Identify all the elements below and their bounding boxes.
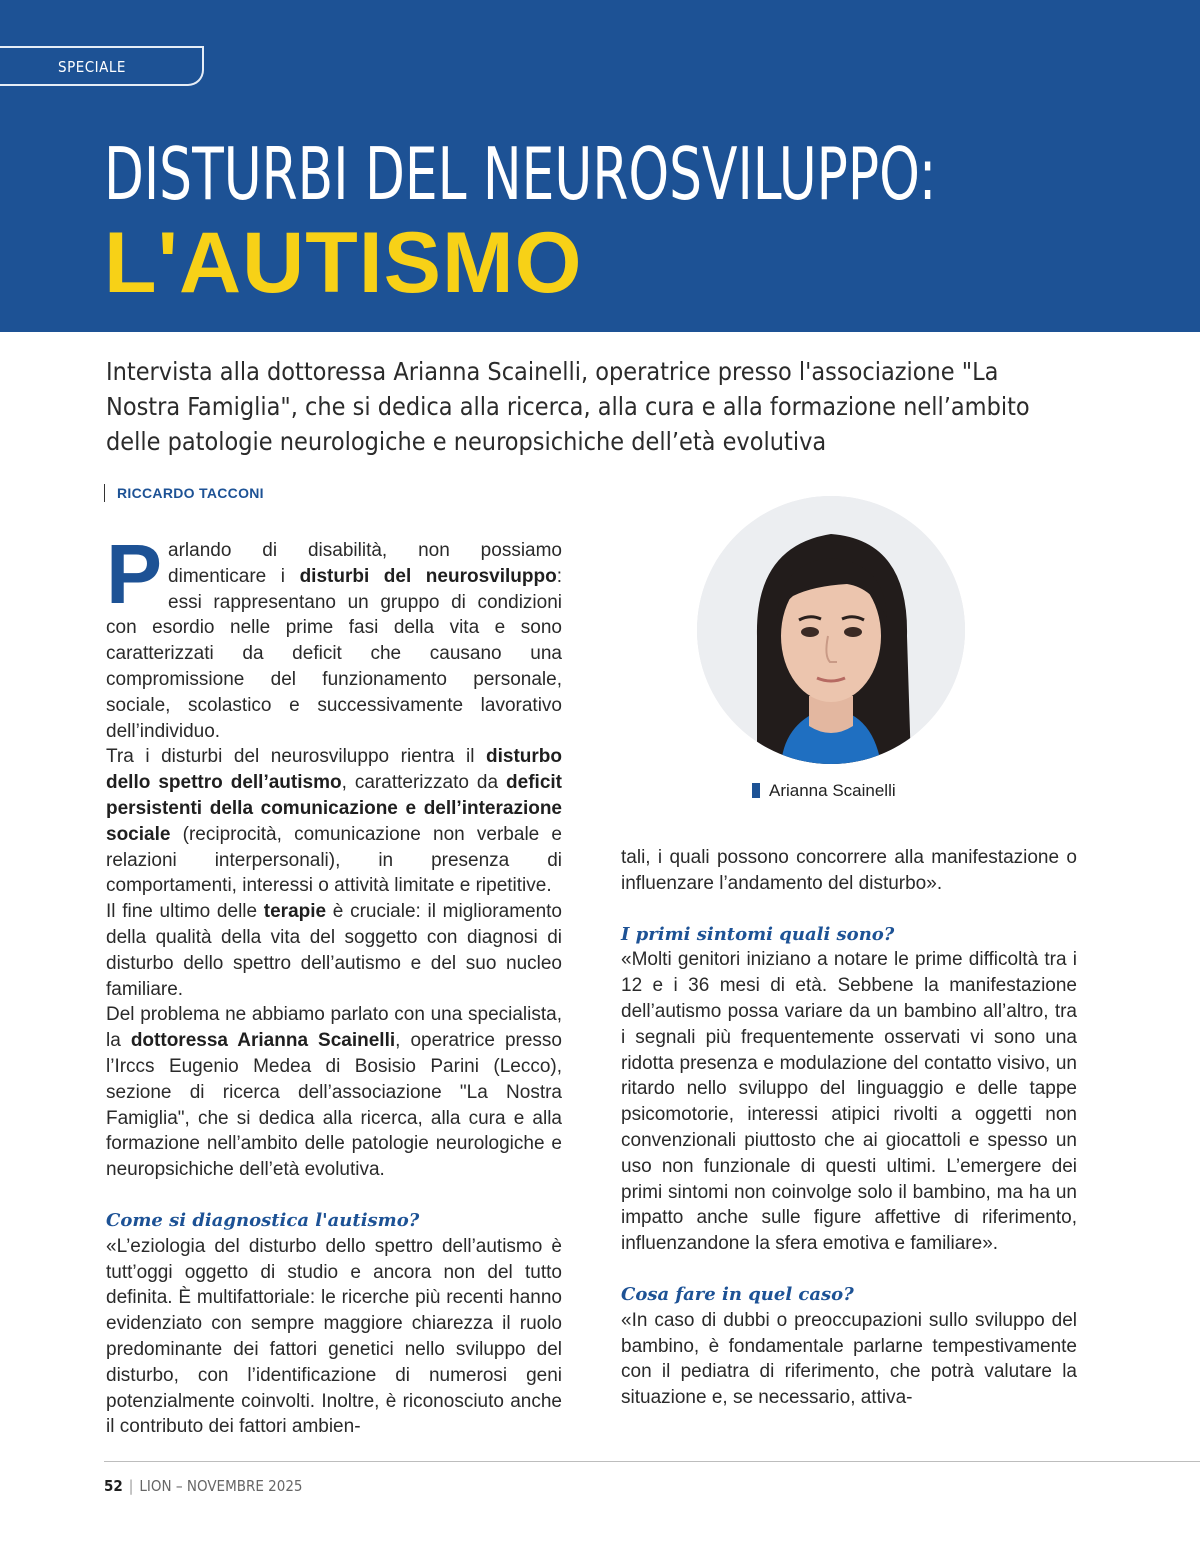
section-label: SPECIALE (58, 58, 126, 76)
photo-caption: Arianna Scainelli (752, 780, 896, 802)
section-tab (0, 46, 204, 86)
portrait-illustration (697, 496, 965, 764)
page-footer: 52 | LION – NOVEMBRE 2025 (104, 1477, 303, 1495)
article-column-left (106, 527, 563, 1440)
question-heading-3: Cosa fare in quel caso? (621, 1283, 854, 1305)
title-line-1: DISTURBI DEL NEUROSVILUPPO: (104, 132, 937, 216)
question-heading-1: Come si diagnostica l'autismo? (106, 1209, 420, 1231)
paragraph-therapy: Il fine ultimo delle terapie è cruciale: il miglioramento della qualità della vita del soggetto con diagnosi di disturbo dello spettro dell’autismo e del suo nucleo familiare. (106, 901, 562, 1000)
paragraph-specialist: Del problema ne abbiamo parlato con una specialista, la dottoressa Arianna Scainelli, operatrice presso l’Irccs Eugenio Medea di Bosisio Parini (Lecco), sezione di ricerca dell’associazione "La Nostra Famiglia", che si dedica alla ricerca, alla cura e alla formazione nell’ambito delle patologie neurologiche e neuropsichiche dell’età evolutiva. (106, 1004, 563, 1181)
paragraph-intro: Parlando di disabilità, non possiamo dimenticare i disturbi del neurosviluppo: essi rappresentano un gruppo di condizioni con esordio nelle prime fasi della vita e sono caratterizzati da deficit che causano una compromissione del funzionamento personale, sociale, scolastico e successivamente lavorativo dell’individuo. Tra i disturbi del neurosviluppo rientra il disturbo dello spettro dell’autismo, caratterizzato da deficit persistenti della comunicazione e dell’interazione sociale (reciprocità, comunicazione non verbale e relazioni interpersonali), in presenza di comportamenti, interessi o attività limitate e ripetitive. (106, 527, 562, 897)
title-line-2: L'AUTISMO (104, 215, 583, 311)
page-number: 52 (104, 1477, 123, 1495)
footer-rule (104, 1461, 1200, 1462)
caption-marker (752, 783, 760, 798)
header-banner (0, 0, 1200, 332)
answer-1-continued: tali, i quali possono concorrere alla manifestazione o influenzare l’andamento del disturbo». (621, 847, 1077, 894)
article-column-right (621, 845, 1077, 1411)
author-byline: RICCARDO TACCONI (104, 484, 264, 502)
portrait-photo (697, 496, 965, 764)
question-heading-2: I primi sintomi quali sono? (621, 923, 895, 945)
magazine-issue: LION – NOVEMBRE 2025 (139, 1477, 303, 1495)
drop-cap: P (106, 527, 163, 621)
answer-1: «L’eziologia del disturbo dello spettro dell’autismo è tutt’oggi oggetto di studio e ancora non del tutto definita. È multifattoriale: le ricerche più recenti hanno evidenziato con sempre maggiore chiarezza il ruolo predominante dei fattori genetici nello sviluppo del disturbo, con l’identificazione di numerosi geni potenzialmente coinvolti. Inoltre, è riconosciuto anche il contributo dei fattori ambien- (106, 1235, 562, 1438)
answer-3: «In caso di dubbi o preoccupazioni sullo sviluppo del bambino, è fondamentale parlarne tempestivamente con il pediatra di riferimento, che potrà valutare la situazione e, se necessario, attiva- (621, 1309, 1077, 1409)
intro-standfirst: Intervista alla dottoressa Arianna Scainelli, operatrice presso l'associazione "La Nostra Famiglia", che si dedica alla ricerca, alla cura e alla formazione nell’ambito delle patologie neurologiche e neuropsichiche dell’età evolutiva (106, 357, 1030, 456)
answer-2: «Molti genitori iniziano a notare le prime difficoltà tra i 12 e i 36 mesi di età. Sebbene la manifestazione dell’autismo possa variare da un bambino all’altro, tra i segnali più frequentemente osservati vi sono una ridotta presenza e modulazione del contatto visivo, un ritardo nello sviluppo del linguaggio e delle tappe psicomotorie, interessi atipici rivolti a oggetti non convenzionali piuttosto che ai giocattoli e spesso un uso non funzionale di questi ultimi. L’emergere dei primi sintomi non coinvolge solo il bambino, ma ha un impatto anche sulle figure affettive di riferimento, influenzandone la sfera emotiva e familiare». (621, 949, 1077, 1255)
